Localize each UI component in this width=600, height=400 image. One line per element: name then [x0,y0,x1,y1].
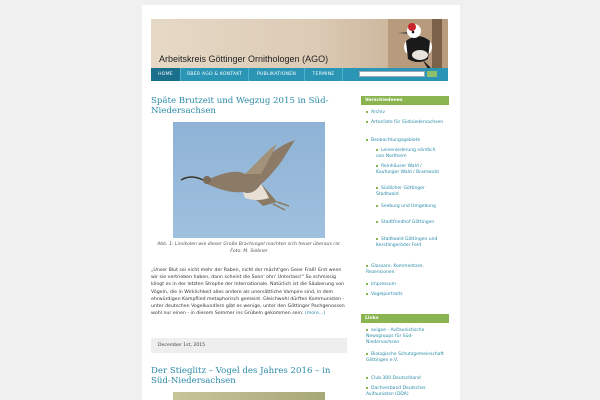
nav-home[interactable]: HOME [151,68,181,81]
sidebar-subitem[interactable]: Seeburg und Umgebung [376,204,444,210]
widget-title: Verschiedenes [361,96,449,105]
sidebar-item[interactable]: Artenliste für Südniedersachsen [366,120,446,126]
nav-about-contact[interactable]: ÜBER AGO & KONTAKT [181,68,249,81]
site-header [142,5,460,95]
sidebar-link[interactable]: Dachverband Deutscher Avifaunisten (DDA) [366,386,426,397]
sidebar-subitem[interactable]: Stadtfriedhof Göttingen [376,220,444,226]
search-button[interactable] [427,71,437,77]
image-caption: Abb. 1: Limikolen wie dieser Große Brachvogel machten sich heuer überaus rar. Foto: M. Siebner [157,242,341,254]
sidebar-item[interactable]: Impressum [366,282,396,288]
sidebar-link[interactable]: Club 300 Deutschland [366,376,421,382]
main-nav [151,68,448,81]
widget-title: Links [361,314,449,323]
post-title[interactable]: Späte Brutzeit und Wegzug 2015 in Süd-Niedersachsen [151,96,329,116]
nav-publications[interactable]: PUBLIKATIONEN [249,68,305,81]
read-more-link[interactable]: (more...) [304,311,326,317]
site-title[interactable]: Arbeitskreis Göttinger Ornithologen (AGO) [159,54,329,64]
sidebar-item[interactable]: Vogelportraits [366,292,403,298]
sidebar-subitem[interactable]: Südlicher Göttinger Stadtwald [376,186,425,197]
post-image [173,122,325,238]
post-excerpt [151,267,347,317]
sidebar-item[interactable]: Archiv [366,110,385,116]
sidebar-link[interactable]: Biologische Schutzgemeinschaft Göttingen e.V. [366,352,444,363]
header-banner [151,19,448,73]
excerpt-text: „Unser Blut sei nicht mehr der Raben, nicht der mächt'gen Geier Fraß! Erst wenn wir sie vertrieben haben, dann scheint die Sonn' ohn' Unterlass!“ So schmissig klingt es in der letzten Strophe der Internationale. Natürlich ist die Säuberung von Vögeln, die in Wirklichkeit alles andere als unersättliche Vampire sind, in dem ehrwürdigen Kampflied metaphorisch gemeint. Gleichwohl dürften Kommunisten - unter deutschen Vogelkundlern gibt es wenige, unter den Göttinger Pachgenossen wohl nur einen - in diesem Sommer ins Grübeln gekommen sein: [151,268,345,317]
sidebar-subitem[interactable]: Leineniederung nördlich von Northeim [376,148,436,159]
curlew-icon [173,122,325,238]
search-input[interactable] [359,71,425,77]
nav-events[interactable]: TERMINE [305,68,343,81]
woodpecker-icon [388,19,448,73]
sidebar-item[interactable]: Glossare, Kommentare, Rezensionen [366,264,424,275]
sidebar-link[interactable]: avigoe - Avifaunistische Newsgroups für Süd-Niedersachsen [366,328,425,345]
post-title[interactable]: Der Stieglitz – Vogel des Jahres 2016 – in Süd-Niedersachsen [151,366,331,386]
post-date: December 1st, 2015 [151,338,347,353]
sidebar-item[interactable]: Beobachtungsgebiete [366,138,420,144]
post-image [173,392,325,400]
sidebar-subitem[interactable]: Reinhäuser Wald / Kaufunger Wald / Bramwald [376,164,439,175]
sidebar-subitem[interactable]: Stadtwald Göttingen und Kerstlingeröder Feld [376,237,438,248]
